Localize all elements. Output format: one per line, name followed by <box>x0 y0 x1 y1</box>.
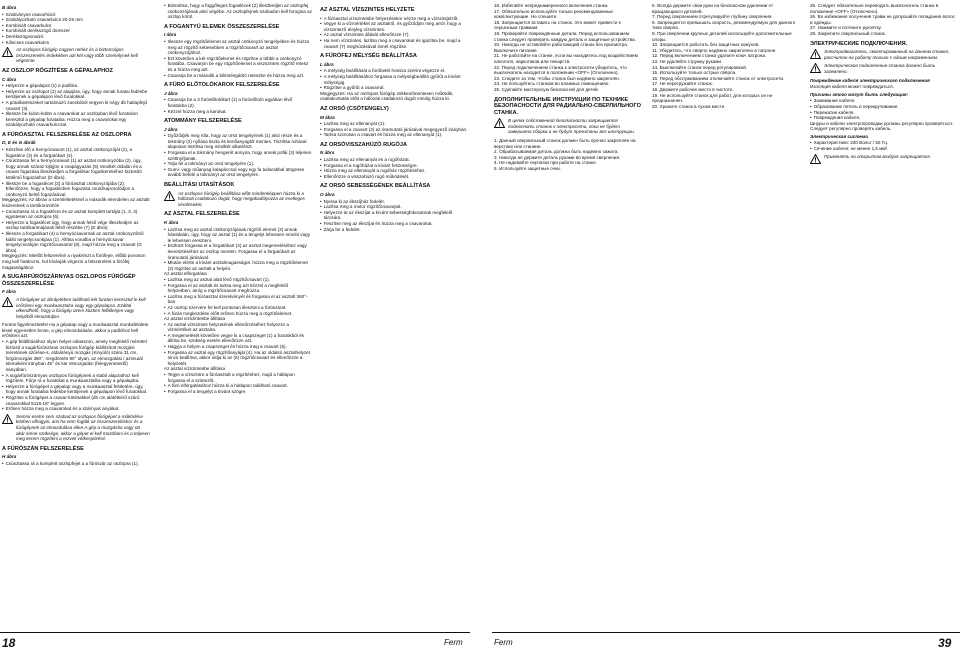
figure-ref: J ábra <box>164 126 178 132</box>
paragraph: 14. Выключайте станок перед регулировкой. <box>652 64 748 70</box>
bullet-item: • Illessze egy rögzítőelemet az asztal csökonyzó tengelyében és húzza meg az rögzítő sebesebben a rögzítőcsavart az asztal csökonyzójához. <box>164 39 312 56</box>
figure-ref: M ábra <box>320 114 335 120</box>
bullet-item: • Lazítsa meg az asztal csökonyzójának rögzítő elemét (2) annak hátoldalán, úgy, hogy az asztal (1) és a tengelyt lehessen emelni vagy le lehessen ereszteni. <box>164 227 312 244</box>
figure-ref: Повреждение кабеля электрического подключения <box>810 77 930 83</box>
figure-ref: N ábra <box>320 150 335 156</box>
warning-triangle-icon <box>810 154 821 164</box>
bullet-item: • A mélység beállításához forgassa a mélységbeállító gyűrűt a kívánt mélységig. <box>320 74 468 85</box>
bullet-item: • Forgassa el a tengelyt a kívánt szögre. <box>164 389 312 395</box>
section-heading: AZ ORSÓ (CSÖTENGELY) <box>320 105 389 112</box>
paragraph: Az asztal vízszintesbe állítása <box>164 316 226 322</box>
bullet-item: • Eszközt forgassa el a forgatókart (4) az asztal megemeléséhez vagy leeresztéséhez az oszlop mentén. Forgassa el a forgatókart az óramutató járásával. <box>164 243 312 260</box>
bullet-item: • Forgassa el az asztalt és tartsa meg azt kézzel a megfelelő helyzetben, amíg a rögzítőcsavart meghúzza. <box>164 283 312 294</box>
left-col-1 <box>2 3 150 625</box>
bullet-item: • Csavarja be a második a biléntésgátító reteszbe és húzza meg azt. <box>164 73 312 79</box>
bullet-item: • Ezt követően a két rögzítőelemet és rögzítse a többit a csökonyzó furatába. Csavarjon be egy rögzítőelemet a viszszintes rögzítő retesz és a húzza meg azt. <box>164 56 312 73</box>
bullet-item: • Az asztal vízszintes állását ellenőrizze (7). <box>320 32 468 38</box>
bullet-item: • Erősen húzza meg a csavarokat és a szárnyas anyákat. <box>2 406 150 412</box>
figure-ref: F ábra <box>2 289 16 295</box>
warning-text: Semmi esetre sem szabad az oszlopos fúrógépet a működése közben elhagyni, ami ha nem fogták az összeszereléskor és a fúrógépnek az elmozdulása ellen.A gép a mozgásba vagy ott akár lenne szüksége, akkor a gépet el kell mozdítani és a teljesen meg kerem rögzíteni a rezveli vétkesjelzésé. <box>16 413 150 442</box>
warning-note <box>494 118 642 135</box>
right-col-2 <box>652 3 800 625</box>
bullet-item: • Helyezze a fogaslécet úgy, hogy annak felső vége illeszkedjen az oszlop tartókarimájának felső részébe (7) (E ábra). <box>2 220 150 231</box>
paragraph: 4. Не надевайте перчатки при работе на станке. <box>494 160 597 166</box>
right-page-number: 39 <box>938 636 952 650</box>
paragraph: 15. Используйте только острые свёрла. <box>652 70 737 76</box>
warning-text: Электрическое подключение станка должно быть заземлено. <box>824 63 936 74</box>
paragraph: 13. Не удаляйте стружку руками. <box>652 58 723 64</box>
figure-ref: H ábra <box>2 454 17 460</box>
warning-note <box>2 47 150 64</box>
section-heading: A FÚRÓFEJ MÉLYSÉG BEÁLLÍTÁSA <box>320 53 417 60</box>
bullet-item: • A gép felállításához olyan helyet válasszon, amely megfelelő mérettel biztosít a sugárfúrószáras oszlopos fúrógép kiállósított mozgási méretének szűrése-s, oldalirányú mozgás (Kinyúló) szára 31 cm, forgómozgás 360°, megdöntés 90° olyan, az elmozgatási / azimutál elemeként irányban 45° és kar elmozgatási (felegyenesedő) irányában. <box>2 339 150 373</box>
paragraph: 20. Храните станок в сухом месте. <box>652 103 726 109</box>
figure-ref: I ábra <box>164 32 177 38</box>
warning-triangle-icon <box>164 191 175 201</box>
bullet-item: • Rögzítse a fúrógépet a csavar-kötésekkel (db cm alátétkérű szárú csavarokkal 5116-18" legyen. <box>2 395 150 406</box>
bullet-item: • A fúró elforgatásához húzza ki a hátlapon található csavart. <box>164 383 312 389</box>
paragraph: Megjegyzés: Mielőtt felszerelné a nyakrészt a fúrófejre, előbb ponoson meg kell határozni, hol kívánják végezni a felszerelést a fúrófej magasságához. <box>2 253 146 270</box>
left-page-number: 18 <box>2 636 16 650</box>
paragraph: 23. Следите за тем, чтобы станок был надёжно закреплён. <box>494 75 620 81</box>
paragraph: 25. Следует обязательно переводить выключатель станка в положение «OFF» (Отключено). <box>810 3 939 14</box>
paragraph: 18. Держите рабочее место в чистоте. <box>652 86 734 92</box>
bullet-item: • Kombinált derékszögű domszer <box>2 28 150 34</box>
left-col-3 <box>320 3 468 625</box>
warning-text: Применять на открытом воздухе запрещается. <box>824 153 932 159</box>
bullet-item: • Kilincses csavarkulcs <box>2 40 150 46</box>
warning-triangle-icon <box>2 414 13 424</box>
paragraph: 3. Никогда не держите деталь руками во время сверления. <box>494 154 621 160</box>
paragraph: 8. Запрещается превышать скорость, рекомендуемую для данного типа сверла. <box>652 19 796 31</box>
bullet-item: • Lazítsa meg az ellenanyát (1). <box>320 121 468 127</box>
warning-text: В целях собственной безопасности запрещается подключать станок к электросети, пока не будет завершена сборка и не будут прочитаны все инструкции. <box>508 118 635 135</box>
warning-triangle-icon <box>2 47 13 57</box>
warning-triangle-icon <box>494 118 505 128</box>
paragraph: 24. Не пользуйтесь станком во влажных помещениях. <box>494 81 610 87</box>
bullet-item: • Kombinált csavarkulcs <box>2 23 150 29</box>
paragraph: Fontos figyelmeztetés! Ha a gépalap vagy a munkaasztal munkafelülete kissé egyenetlen lenne, a gép elmozdulásán, akkor a padlóhoz kell erősíteni azt. <box>2 322 149 339</box>
warning-note <box>810 154 958 164</box>
bullet-item: • Forgassa el a csavart (2) az óramutató járásával megegyező irányban. <box>320 127 468 133</box>
figure-ref: J ábra <box>164 90 178 96</box>
bullet-item: • Tegye a vízszintre a fúróasztalt a rögzítéshez, majd a hátlapon forgassa el a szintezőt. <box>164 372 312 383</box>
paragraph: Изоляция кабеля может повреждаться. <box>810 84 894 90</box>
bullet-item: • Zárja be a fedelet. <box>320 227 468 233</box>
paragraph: 25. Сделайте мастерскую безопасной для детей. <box>494 86 599 92</box>
section-heading: A SUGÁRFÚRÓSZÁRNYAS OSZLOPOS FÚRÓGÉP ÖSSZESZERELÉSE <box>2 274 136 287</box>
paragraph: 16. Перед обслуживанием отключайте станок от электросети. <box>652 75 785 81</box>
right-footer-line <box>492 632 960 633</box>
bullet-item: • Szabályozható csavarkulcs 20-25 mm <box>2 17 150 23</box>
warning-note <box>2 414 150 442</box>
section-heading: A FÚRÓASZTAL FELSZERELÉSE AZ OSZLOPRA <box>2 131 132 138</box>
paragraph: 9. При сверлении крупных деталей используйте дополнительные опоры. <box>652 30 792 42</box>
paragraph: 19. Не используйте станок для работ, для которых он не предназначен. <box>652 92 773 104</box>
warning-note <box>2 297 150 319</box>
figure-ref: Причины этого могут быть следующие: <box>810 91 909 97</box>
bullet-item: • Lazítsa meg a fúróasztal szerelvényét és forgassa el az asztalt 360°-ban. <box>164 294 312 305</box>
paragraph: Az asztal vízszintesbe állítása <box>164 366 226 372</box>
bullet-item: • Зажимание кабеля. <box>810 98 958 104</box>
paragraph: 2. Обрабатываемая деталь должна быть надёжно зажата. <box>494 149 619 155</box>
paragraph: 20. Никогда не оставляйте работающий станок без присмотра. Выключите питание. <box>494 42 629 53</box>
bullet-item: • Tolja fel a tokmányt az orsó tengelyére (1). <box>164 161 312 167</box>
bullet-item: • Illessze be a fogaslécet (3) a fúróasztal csökonyzójába (2). Ellenőrizze, hogy a fogaslécben fogazása csúszkapcsolódjon a csökonyzó belső fogazásával. <box>2 181 150 198</box>
section-heading: AZ ASZTAL VÍZSZINTES HELYZETE <box>320 7 415 13</box>
paragraph: 27. Нажмите и потяните рукоятку. <box>810 25 882 31</box>
bullet-item: • A fúróasztal vízszintesbe helyezésekor nézze meg a vízszintjelzőt. <box>320 16 468 22</box>
paragraph: 19. Проверяйте повреждённые детали. Перед использованием станка следует проверить каждую деталь и защитные устройства. <box>494 30 636 42</box>
bullet-item: • Illessze a forgatókart (4) a hernyócsavarnak az asztal csökonyzóból kiálló tengelycsonkjára (1). Állítsa vonalba a hernyócsavar tengelycsonkján rögzítőcsavarral (8), majd húzza meg a csavart (G ábra). <box>2 231 150 253</box>
right-page <box>480 0 960 664</box>
left-col-2 <box>164 3 312 625</box>
right-brand: Ferm <box>494 638 513 647</box>
bullet-item: • Derékszögvonalzó <box>2 34 150 40</box>
bullet-item: • Forgassa az asztal egy rögzítőanyáját (4). Ha az oldalsó asztalhelyzet nincs beállítva, akkor oldja ki az (5) rögzítőcsavart és ellenőrizze a helyzetét. <box>164 350 312 367</box>
bullet-item: • Forgassa el a rugóházat a kívánt feszességre. <box>320 163 468 169</box>
bullet-item: • Feszítse meg az ékszíjat és húzza meg a csavarokat. <box>320 221 468 227</box>
bullet-item: • Tartsa szorosan a csavart és húzza meg az ellenanyát (1). <box>320 132 468 138</box>
bullet-item: • Forgassa el a tokmány hengerét annyira, hogy annak pofái (3) teljesen széttnyíljanak. <box>164 150 312 161</box>
bullet-item: • Rögzítse a gyűrűt a csavarral. <box>320 85 468 91</box>
section-heading: AZ ASZTAL FELSZERELÉSE <box>164 211 240 218</box>
bullet-item: • Ha nem vízszintes, lazítsa meg a csavarokat és igazítsa be, majd a csavart (7) meghúzásával ismét rögzítse. <box>320 38 468 49</box>
bullet-item: • Lazítsa meg az ellenanyát és a rugóházat. <box>320 157 468 163</box>
section-heading: BEÁLLÍTÁSI UTASÍTÁSOK <box>164 182 235 189</box>
bullet-item: • Az oszlop szervére fel kell pontosan illeszteni a fúrószárat. <box>164 305 312 311</box>
paragraph: Следует регулярно проверять кабель. <box>810 126 892 132</box>
paragraph: 6. Всегда держите свои руки на безопасном удалении от вращающихся деталей. <box>652 3 774 14</box>
bullet-item: • Csavarja be a 3 fúróelőtolókart (1) a fúróelőtoló agyában lévő furatokba (2). <box>164 97 312 108</box>
paragraph: 10. Запрещается работать без защитных кожухов. <box>652 42 760 48</box>
figure-ref: Электрическая система <box>810 133 868 139</box>
warning-text: Az oszlopos fúrógép nagyon nehéz és a biztonságos összeszerelés érdekében azt két vagy több személynek kell végeznie. <box>16 47 138 64</box>
warning-triangle-icon <box>810 63 821 73</box>
figure-ref: D, E és G ábrák <box>2 140 36 146</box>
section-heading: A FOGANTYÚ ELEMEK ÖSSZESZERELÉSE <box>164 23 280 30</box>
bullet-item: • Csúsztassa fel a hernyócsavart (1) az asztal csökonyzóba (2), úgy, hogy annak száraz kijöjjön a csapágyazás (5) mindkét oldalán és a csavar fogazása illeszkedjen a forgatókar fogaskerekéhez biztosító kötélmű fogazáshoz (D ábra). <box>2 158 150 180</box>
warning-note <box>810 49 958 60</box>
section-heading: ATOMMÁNY FELSZERELÉSE <box>164 118 242 125</box>
warning-note <box>810 63 958 74</box>
bullet-item: • Повреждения кабеля. <box>810 115 958 121</box>
bullet-item: • Biztosítsa, hogy a függőleges fogaslécek (2) illeszkedjen az oszlopfej csökonzójának alsó végébe. Az oszlopfejnek szabadon kell forognia az oszlop körül. <box>164 3 312 20</box>
bullet-item: • Csúsztassa rá a komplett oszlopfejet a a fúrószár az oszlopra (1). <box>2 461 150 467</box>
bullet-item: • Ellenőrizze a visszahúzó rugó működését. <box>320 174 468 180</box>
paragraph: 26. Во избежание получения травм не допускайте попадания волос и одежды. <box>810 14 955 25</box>
paragraph: 12. Перед включением станка удалите ключ патрона. <box>652 53 767 59</box>
figure-ref: O ábra <box>320 192 335 198</box>
bullet-item: • Сечение кабеля: не менее 1,5 мм². <box>810 146 958 152</box>
bullet-item: • Szabványos csavarhúzó <box>2 12 150 18</box>
bullet-item: • Készítse elő a hernyócsavart (1), az asztal csökonyzóját (2), a fogasléce (3) és a forgatókart (4). <box>2 147 150 158</box>
figure-ref: L ábra <box>320 61 334 67</box>
paragraph: 7. Перед сверлением отрегулируйте глубину сверления. <box>652 14 773 20</box>
paragraph: 1. Данный сверлильный станок должен быть прочно закреплён на верстаке или станине. <box>494 138 636 149</box>
paragraph: 11. Убедитесь, что сверло надёжно закреплено в патроне. <box>652 47 777 53</box>
paragraph: 17. Обязательно используйте только рекомендованные комплектующие. Не спешите. <box>494 8 613 20</box>
paragraph: 18. Запрещается вставать на станок. Это может привести к серьезным травмам. <box>494 19 621 31</box>
section-heading: A FÚRÓ ELŐTOLÓKAROK FELSZERELÉSE <box>164 82 280 89</box>
right-col-1 <box>494 3 642 625</box>
warning-text: A fúrógépet az ábrájetében található két furaton keresztül le kell erősíteni egy munkaasztalra vagy egy gépalapra. Ezáltal elkerülhető, hogy a fúrógép üzem közben felbillenjen vagy helyéből elmozduljon. <box>16 296 146 319</box>
bullet-item: • Lazítsa meg a motor rögzítőcsavarjait. <box>320 204 468 210</box>
figure-ref: C ábra <box>2 76 17 82</box>
bullet-item: • Gumi- vagy műanyag kalapáccsal vagy egy fa tudarabbal ütögesse tovább befelé a tokmányt az orsó tengelyére. <box>164 167 312 178</box>
paragraph: 22. Перед подключением станка к электросети убедитесь, что выключатель находится в положении «OFF» (Отключено). <box>494 64 627 76</box>
bullet-item: • A mélység beállítását a fúróbetét hossza szerint végezze el. <box>320 68 468 74</box>
paragraph: 21. Не работайте на станке, если вы находитесь под воздействием алкоголя, наркотиков или лекарств. <box>494 53 638 64</box>
paragraph: Megjegyzés: Ha az oszlopos fúrógép zökkenőmentesen működik, csatlakoztatás előtt a hálózati csatlakozó dugót mindig húzza ki. <box>320 90 454 102</box>
bullet-item: • Vegye ki a vízmértéket az asztalról, és győződjön meg arról, hogy a vízszintező tényleg vízszintes. <box>320 21 468 32</box>
bullet-item: • A megemelését követően vegye ki a csapszeget (1) a furatokból és állítsa be, szükség esetén ellenőrizze azt. <box>164 333 312 344</box>
bullet-item: • Csúsztassa rá a fogaslécet és az asztal komplett tartóját (1, 3, 3) együtesen az oszlopra (6). <box>2 209 150 220</box>
section-heading: AZ ORSÓ SEBESSÉGÉNEK BEÁLLÍTÁSA <box>320 183 431 190</box>
paragraph: Megjegyzés: Az ábrán a szemléltetésnél a második elrendelen az asztalt leszerelvek a tartókonzolról! <box>2 197 150 208</box>
bullet-item: • Helyezze az oszlopot (2) az alapjára, úgy, hogy annak furatai fedésbe kerüljenek a gépalapon lévő furatokkal. <box>2 89 150 100</box>
bullet-item: • A fúrás megkezdése előtt erősen húzza meg a rögzítőelemet. <box>164 311 312 317</box>
bullet-item: • Miután elérte a kívánt asztalmagasságot, húzza meg a rögzítőelemet (2) rögzítse az asztalt a helyén. <box>164 260 312 271</box>
bullet-item: • Характеристики: 230 Вольт / 50 Гц. <box>810 140 958 146</box>
bullet-item: • Пережатие кабеля. <box>810 110 958 116</box>
bullet-item: • Образование петель и перекручивание. <box>810 104 958 110</box>
left-footer-line <box>0 632 470 633</box>
warning-note <box>164 191 312 208</box>
warning-triangle-icon <box>810 49 821 59</box>
paragraph: 17. Не перегружайте станок. <box>652 81 713 87</box>
figure-ref: B ábra <box>2 5 17 10</box>
right-col-3 <box>810 3 958 625</box>
bullet-item: • Húzza meg az ellenanyát a rugóház rögzítéséhez. <box>320 168 468 174</box>
paragraph: 5. Используйте защитные очки. <box>494 166 562 172</box>
bullet-item: • Helyezze a fúrógépet a gépalap vagy a munkaasztal felületére, úgy, hogy annak furataiba fedésbe kerüljenek a gépalapon lévő furatokkal. <box>2 384 150 395</box>
bullet-item: • A pótalkatrészeket tartalmazó zacskóból vegyen ki négy db hatlapfejű csavart (3). <box>2 100 150 111</box>
bullet-item: • Nyissa ki az ékszíjház fedelét. <box>320 199 468 205</box>
bullet-item: • Hagyja a helyen a csapszeget és húzza meg a csavart (5). <box>164 344 312 350</box>
bullet-item: • Lazítsa meg az asztal alatt lévő rögzítőcsavart (1). <box>164 277 312 283</box>
paragraph: 16. Избегайте непреднамеренного включения станка. <box>494 3 609 8</box>
section-heading: ДОПОЛНИТЕЛЬНЫЕ ИНСТРУКЦИИ ПО ТЕХНИКЕ БЕЗОПАСНОСТИ ДЛЯ РАДИАЛЬНО-СВЕРЛИЛЬНОГО СТАНКА. <box>494 96 641 116</box>
section-heading: AZ OSZLOP RÖGZÍTÉSE A GÉPALAPHOZ <box>2 67 113 74</box>
figure-ref: K ábra <box>164 220 179 225</box>
warning-text: Az oszlopos fúrógép beállítása előtt mindenképpen húzza ki a hálózati csatlakozó dugót, hogy megakadályozza az esetleges sérüléseket. <box>178 190 305 207</box>
bullet-item: • A sugárfúrószárnyas oszlopos fúrógépnek a stabil alapzathoz kell rögzíteni. Fűrje rá a furatokat a munkaasztalba vagy a gépalapba. <box>2 373 150 384</box>
paragraph: Шнуры и кабели электропроводки должны регулярно проверяться. <box>810 120 954 126</box>
left-brand: Ferm <box>444 638 463 647</box>
warning-triangle-icon <box>2 297 13 307</box>
section-heading: AZ ORSÓVISSZAHÚZÓ RUGÓJA <box>320 141 408 148</box>
bullet-item: • Kézzel húzza meg a karokat. <box>164 109 312 115</box>
paragraph: 28. Закрепите сверлильный станок. <box>810 30 886 36</box>
bullet-item: • Az asztal vízszintes helyzetének ellenőrzéséhez helyezze a vízmértéket az asztalra. <box>164 322 312 333</box>
bullet-item: • Helyezze át az ékszíjat a kívánt sebességfokozatnak megfelelő tárcsára. <box>320 210 468 221</box>
paragraph: Az asztal elforgatása <box>164 271 207 277</box>
bullet-item: • Győződjék meg róla, hogy az orsó tengelyének (1) alsó része és a tokmány (2) nyílása tiszta és kenőanyagtól mentes. Tisztítsa ruhával alaposan tisztítsa meg mindkét alkatrészt. <box>164 133 312 150</box>
bullet-item: • Helyezze a gépalapot (1) a padlóra. <box>2 83 150 89</box>
warning-text: Электродвигатель, смонтированный на данном станке, рассчитан на работу только с одним напряжением. <box>824 49 950 60</box>
bullet-item: • Illessze be kulon-külön a csavarokat az oszlopban lévő furatokon keresztül a gépalap furataiba. Húzza meg a csavarokat egy szabályozható csavarkulccsal. <box>2 111 150 128</box>
section-heading: A FÚRÓSZÁN FELSZERELÉSE <box>2 445 84 452</box>
section-heading: ЭЛЕКТРИЧЕСКИЕ ПОДКЛЮЧЕНИЯ. <box>810 40 908 47</box>
